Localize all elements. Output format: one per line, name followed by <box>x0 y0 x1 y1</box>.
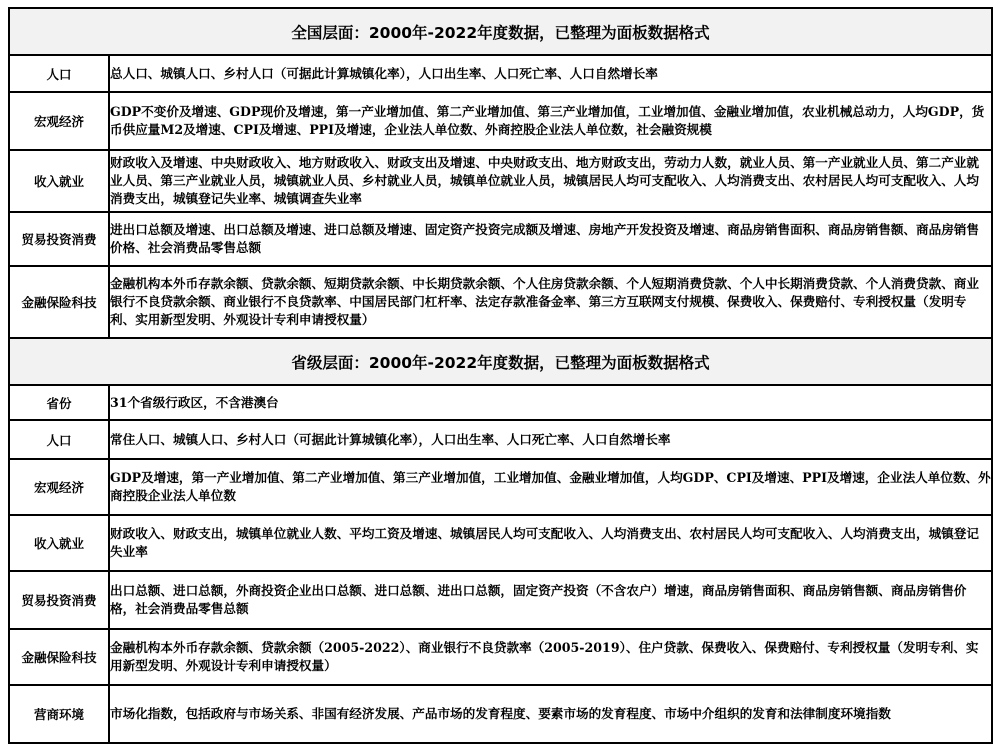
indicator-list: 31个省级行政区，不含港澳台 <box>109 385 992 420</box>
table-row <box>9 266 992 338</box>
category-label: 金融保险科技 <box>9 629 109 685</box>
provincial-title: 省级层面：2000年-2022年度数据，已整理为面板数据格式 <box>9 338 992 385</box>
table-row <box>9 571 992 629</box>
category-label: 贸易投资消费 <box>9 212 109 266</box>
table-row <box>9 459 992 515</box>
category-label: 收入就业 <box>9 150 109 212</box>
table-row <box>9 55 992 92</box>
indicator-list: 进出口总额及增速、出口总额及增速、进口总额及增速、固定资产投资完成额及增速、房地产开发投资及增速、商品房销售面积、商品房销售额、商品房销售价格、社会消费品零售总额 <box>109 212 992 266</box>
category-label: 收入就业 <box>9 515 109 571</box>
category-label: 宏观经济 <box>9 92 109 150</box>
indicator-list: 金融机构本外币存款余额、贷款余额、短期贷款余额、中长期贷款余额、个人住房贷款余额、个人短期消费贷款、个人中长期消费贷款、个人消费贷款、商业银行不良贷款余额、商业银行不良贷款率、中国居民部门杠杆率、法定存款准备金率、第三方互联网支付规模、保费收入、保费赔付、专利授权量（发明专利、实用新型发明、外观设计专利申请授权量） <box>109 266 992 338</box>
table-row <box>9 92 992 150</box>
table-row <box>9 385 992 420</box>
indicator-list: 市场化指数，包括政府与市场关系、非国有经济发展、产品市场的发育程度、要素市场的发育程度、市场中介组织的发育和法律制度环境指数 <box>109 685 992 743</box>
category-label: 宏观经济 <box>9 459 109 515</box>
table-row <box>9 420 992 459</box>
table-row <box>9 685 992 743</box>
table-row <box>9 629 992 685</box>
indicator-list: 财政收入及增速、中央财政收入、地方财政收入、财政支出及增速、中央财政支出、地方财政支出，劳动力人数，就业人员、第一产业就业人员、第二产业就业人员、第三产业就业人员，城镇就业人员、乡村就业人员，城镇单位就业人员，城镇居民人均可支配收入、人均消费支出、农村居民人均可支配收入、人均消费支出，城镇登记失业率、城镇调查失业率 <box>109 150 992 212</box>
indicator-list: 财政收入、财政支出，城镇单位就业人数、平均工资及增速、城镇居民人均可支配收入、人均消费支出、农村居民人均可支配收入、人均消费支出，城镇登记失业率 <box>109 515 992 571</box>
national-title-row <box>9 8 992 55</box>
category-label: 金融保险科技 <box>9 266 109 338</box>
indicator-list: 常住人口、城镇人口、乡村人口（可据此计算城镇化率），人口出生率、人口死亡率、人口自然增长率 <box>109 420 992 459</box>
provincial-title-row <box>9 338 992 385</box>
category-label: 省份 <box>9 385 109 420</box>
indicator-list: 出口总额、进口总额，外商投资企业出口总额、进口总额、进出口总额，固定资产投资（不含农户）增速，商品房销售面积、商品房销售额、商品房销售价格，社会消费品零售总额 <box>109 571 992 629</box>
indicator-table <box>8 7 993 744</box>
category-label: 营商环境 <box>9 685 109 743</box>
indicator-list: 总人口、城镇人口、乡村人口（可据此计算城镇化率），人口出生率、人口死亡率、人口自然增长率 <box>109 55 992 92</box>
table-row <box>9 212 992 266</box>
indicator-list: GDP及增速，第一产业增加值、第二产业增加值、第三产业增加值，工业增加值、金融业增加值，人均GDP、CPI及增速、PPI及增速，企业法人单位数、外商控股企业法人单位数 <box>109 459 992 515</box>
table-row <box>9 150 992 212</box>
indicator-list: GDP不变价及增速、GDP现价及增速，第一产业增加值、第二产业增加值、第三产业增加值，工业增加值、金融业增加值，农业机械总动力，人均GDP，货币供应量M2及增速、CPI及增速、PPI及增速，企业法人单位数、外商控股企业法人单位数，社会融资规模 <box>109 92 992 150</box>
table-row <box>9 515 992 571</box>
category-label: 贸易投资消费 <box>9 571 109 629</box>
indicator-list: 金融机构本外币存款余额、贷款余额（2005-2022）、商业银行不良贷款率（2005-2019）、住户贷款、保费收入、保费赔付、专利授权量（发明专利、实用新型发明、外观设计专利申请授权量） <box>109 629 992 685</box>
category-label: 人口 <box>9 420 109 459</box>
category-label: 人口 <box>9 55 109 92</box>
national-title: 全国层面：2000年-2022年度数据，已整理为面板数据格式 <box>9 8 992 55</box>
